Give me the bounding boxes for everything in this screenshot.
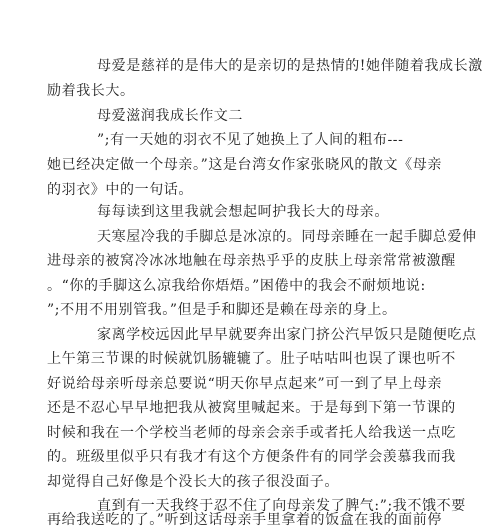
- paragraph-line: 还是不忍心早早地把我从被窝里喊起来。于是每到下第一节课的: [47, 400, 456, 416]
- paragraph-line: 的。班级里似乎只有我才有这个方便条件有的同学会羡慕我而我: [47, 449, 456, 465]
- paragraph-line: 再给我送吃的了。”听到这话母亲手里拿着的饭盒在我的面前停: [47, 512, 442, 528]
- paragraph-line: 每每读到这里我就会想起呵护我长大的母亲。: [97, 204, 389, 220]
- paragraph-line: 她已经决定做一个母亲。”这是台湾女作家张晓风的散文《母亲: [47, 157, 442, 173]
- paragraph-line: 的羽衣》中的一句话。: [47, 182, 193, 198]
- paragraph-line: 励着我长大。: [47, 83, 135, 99]
- paragraph-line: ”;有一天她的羽衣不见了她换上了人间的粗布---: [97, 132, 404, 148]
- paragraph-line: ”;不用不用别管我。”但是手和脚还是赖在母亲的身上。: [47, 302, 397, 318]
- paragraph-line: 家离学校远因此早早就要奔出家门挤公汽早饭只是随便吃点: [97, 327, 477, 343]
- paragraph-line: 进母亲的被窝冷冰冰地触在母亲热乎乎的皮肤上母亲常常被激醒: [47, 253, 456, 269]
- paragraph-line: 天寒屋冷我的手脚总是冰凉的。同母亲睡在一起手脚总爱伸: [97, 229, 477, 245]
- paragraph-line: 却觉得自己好像是个没长大的孩子很没面子。: [47, 474, 339, 490]
- section-heading: 母爱滋润我成长作文二: [97, 108, 243, 124]
- paragraph-line: 时候和我在一个学校当老师的母亲会亲手或者托人给我送一点吃: [47, 425, 456, 441]
- paragraph-line: 。“你的手脚这么凉我给你焐焐。”困倦中的我会不耐烦地说:: [47, 278, 426, 294]
- paragraph-line: 母爱是慈祥的是伟大的是亲切的是热情的!她伴随着我成长激: [97, 58, 483, 74]
- paragraph-line: 上午第三节课的时候就饥肠辘辘了。肚子咕咕叫也误了课也听不: [47, 351, 456, 367]
- paragraph-line: 直到有一天我终于忍不住了向母亲发了脾气:”;我不饿不要: [97, 498, 466, 514]
- paragraph-line: 好说给母亲听母亲总要说“明天你早点起来”可一到了早上母亲: [47, 376, 443, 392]
